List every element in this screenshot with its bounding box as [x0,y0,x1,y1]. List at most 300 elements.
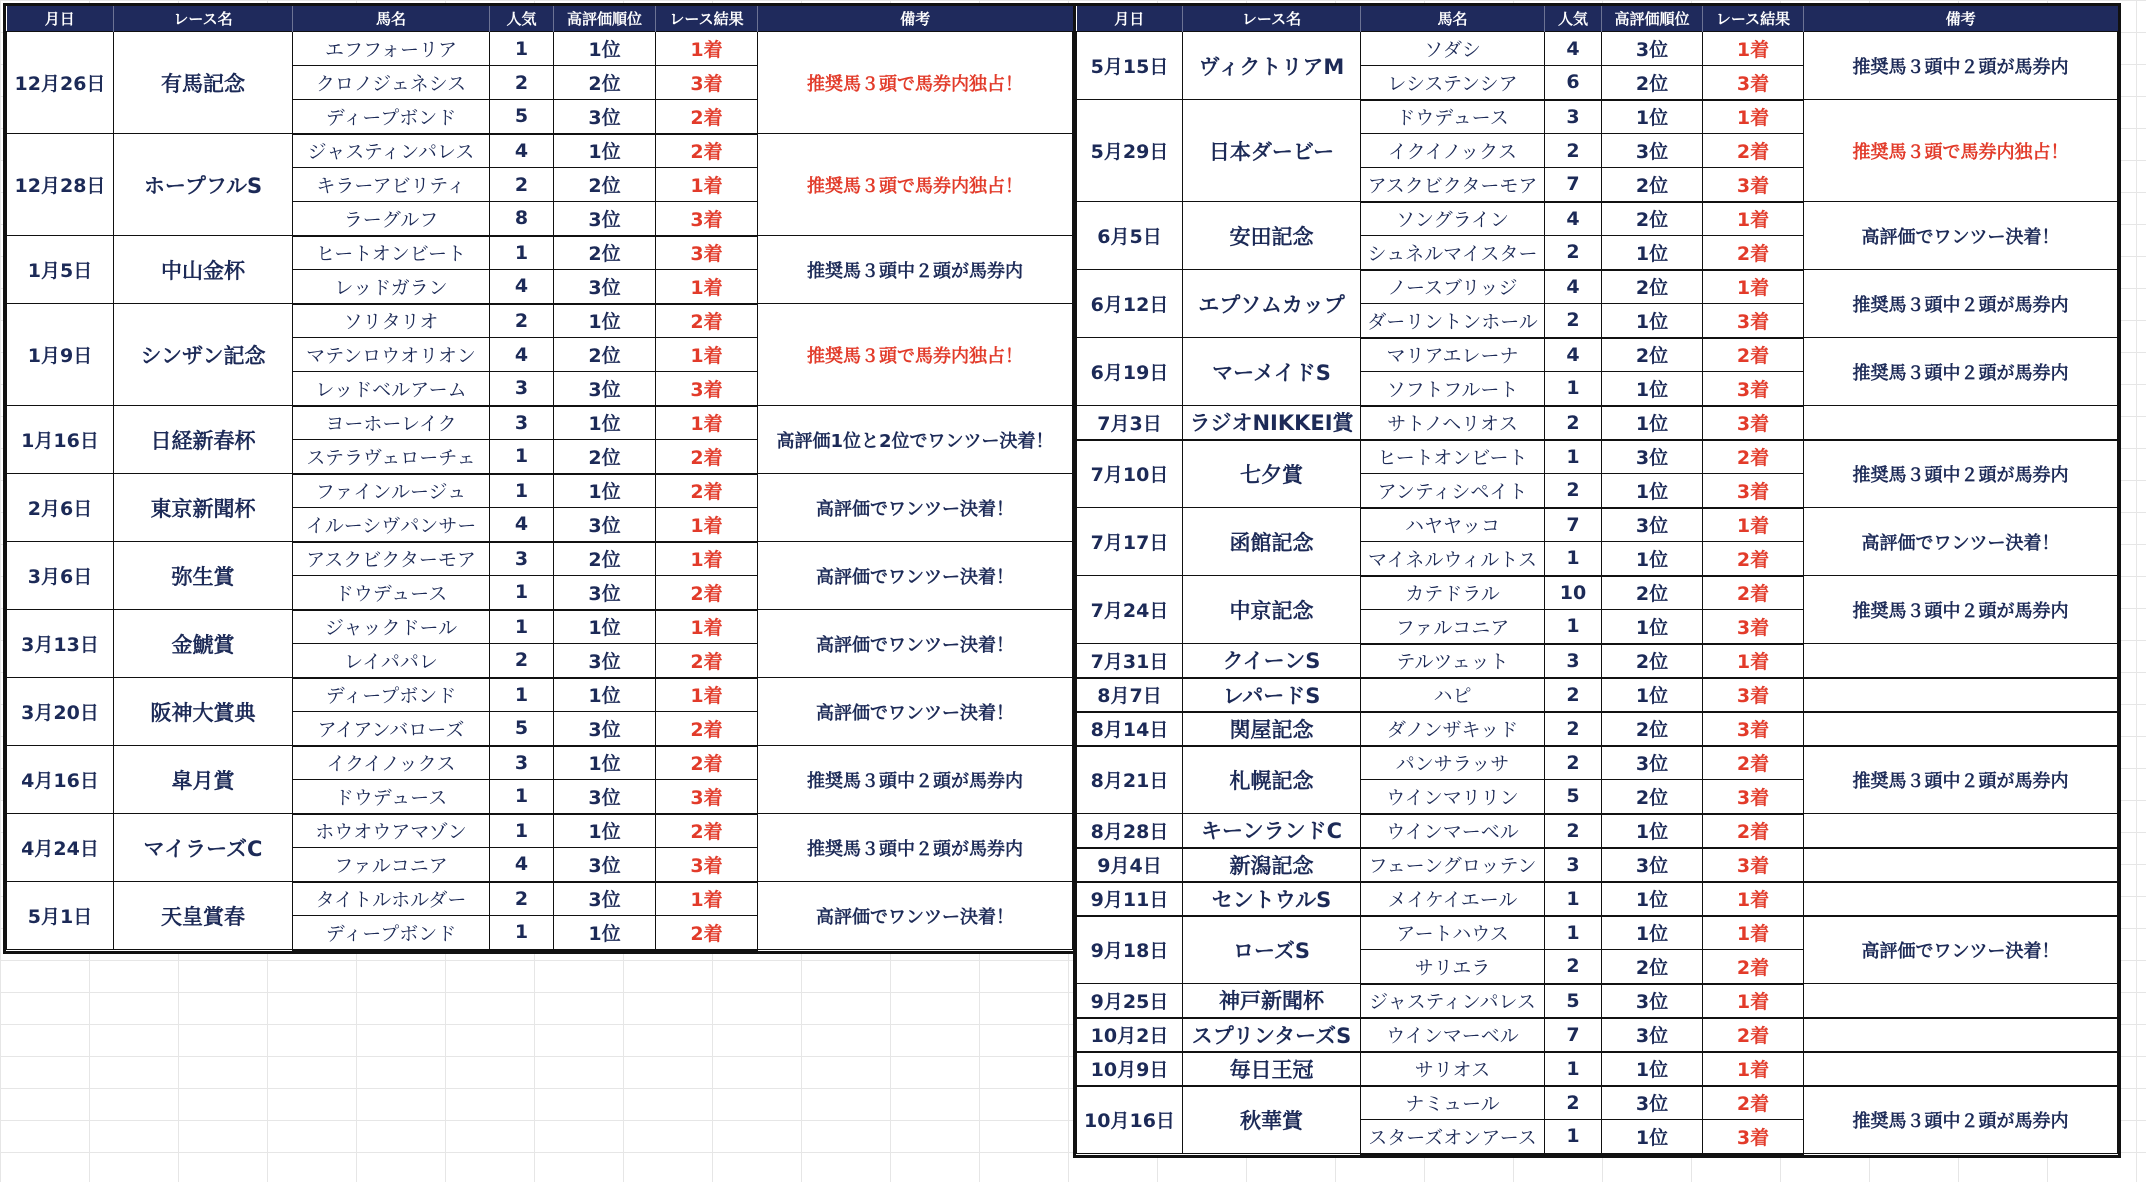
note-cell: 推奨馬３頭中２頭が馬券内 [1804,32,2118,100]
col-header-result: レース結果 [656,6,758,32]
horse-name-cell: タイトルホルダー [293,882,490,916]
horse-name-cell: マリアエレーナ [1361,338,1545,372]
race-date-cell: 4月24日 [7,814,114,882]
popularity-cell: 1 [1545,882,1602,916]
popularity-cell: 2 [490,168,554,202]
race-date-cell: 7月10日 [1077,440,1183,508]
result-cell: 3着 [1703,304,1804,338]
table-row [1077,746,2118,780]
race-date-cell: 9月18日 [1077,916,1183,984]
popularity-cell: 1 [1545,1120,1602,1154]
result-cell: 3着 [1703,780,1804,814]
rank-cell: 2位 [1602,66,1703,100]
note-cell: 高評価でワンツー決着！ [1804,916,2118,984]
result-cell: 2着 [1703,542,1804,576]
left-results-table [6,6,1073,951]
rank-cell: 3位 [554,780,656,814]
popularity-cell: 2 [1545,814,1602,848]
result-cell: 1着 [1703,916,1804,950]
note-cell: 高評価1位と2位でワンツー決着！ [758,406,1073,474]
horse-name-cell: ドウデュース [1361,100,1545,134]
result-cell: 1着 [656,678,758,712]
horse-name-cell: ハヤヤッコ [1361,508,1545,542]
result-cell: 1着 [1703,644,1804,678]
popularity-cell: 2 [1545,406,1602,440]
note-cell: 推奨馬３頭中２頭が馬券内 [1804,576,2118,644]
race-name-cell: 神戸新聞杯 [1183,984,1361,1018]
horse-name-cell: ラーグルフ [293,202,490,236]
table-row [1077,848,2118,882]
table-row [7,32,1073,66]
popularity-cell: 1 [490,814,554,848]
result-cell: 1着 [1703,202,1804,236]
popularity-cell: 2 [490,882,554,916]
horse-name-cell: ダーリントンホール [1361,304,1545,338]
note-cell: 推奨馬３頭で馬券内独占！ [758,32,1073,134]
race-date-cell: 10月2日 [1077,1018,1183,1052]
popularity-cell: 1 [1545,440,1602,474]
race-date-cell: 1月5日 [7,236,114,304]
rank-cell: 2位 [1602,338,1703,372]
rank-cell: 2位 [554,168,656,202]
horse-name-cell: シュネルマイスター [1361,236,1545,270]
table-row [7,610,1073,644]
race-date-cell: 12月28日 [7,134,114,236]
horse-name-cell: テルツェット [1361,644,1545,678]
race-name-cell: マーメイドS [1183,338,1361,406]
result-cell: 3着 [1703,1120,1804,1154]
race-name-cell: 毎日王冠 [1183,1052,1361,1086]
popularity-cell: 4 [490,134,554,168]
horse-name-cell: ソダシ [1361,32,1545,66]
horse-name-cell: イクイノックス [293,746,490,780]
race-date-cell: 9月25日 [1077,984,1183,1018]
horse-name-cell: ドウデュース [293,576,490,610]
horse-name-cell: ホウオウアマゾン [293,814,490,848]
race-date-cell: 8月7日 [1077,678,1183,712]
horse-name-cell: マイネルウィルトス [1361,542,1545,576]
horse-name-cell: ジャスティンパレス [293,134,490,168]
table-row [1077,1086,2118,1120]
horse-name-cell: ヨーホーレイク [293,406,490,440]
rank-cell: 2位 [1602,780,1703,814]
result-cell: 1着 [1703,32,1804,66]
rank-cell: 1位 [1602,304,1703,338]
race-date-cell: 5月15日 [1077,32,1183,100]
rank-cell: 1位 [554,406,656,440]
horse-name-cell: ファインルージュ [293,474,490,508]
note-cell: 高評価でワンツー決着！ [1804,508,2118,576]
race-date-cell: 7月17日 [1077,508,1183,576]
rank-cell: 1位 [554,32,656,66]
race-date-cell: 10月16日 [1077,1086,1183,1154]
rank-cell: 1位 [1602,678,1703,712]
horse-name-cell: ハピ [1361,678,1545,712]
popularity-cell: 2 [1545,712,1602,746]
note-cell: 推奨馬３頭中２頭が馬券内 [758,236,1073,304]
table-row [1077,406,2118,440]
rank-cell: 1位 [554,134,656,168]
popularity-cell: 2 [1545,236,1602,270]
horse-name-cell: パンサラッサ [1361,746,1545,780]
result-cell: 2着 [656,746,758,780]
rank-cell: 1位 [554,678,656,712]
race-name-cell: 弥生賞 [114,542,293,610]
popularity-cell: 1 [490,678,554,712]
left-results-table-panel [3,3,1076,954]
horse-name-cell: アートハウス [1361,916,1545,950]
result-cell: 2着 [1703,236,1804,270]
rank-cell: 3位 [1602,848,1703,882]
col-header-date: 月日 [1077,6,1183,32]
rank-cell: 1位 [554,304,656,338]
result-cell: 2着 [1703,746,1804,780]
result-cell: 3着 [1703,848,1804,882]
result-cell: 2着 [656,576,758,610]
rank-cell: 3位 [554,508,656,542]
result-cell: 2着 [1703,814,1804,848]
race-date-cell: 6月5日 [1077,202,1183,270]
table-row [1077,100,2118,134]
result-cell: 3着 [1703,474,1804,508]
note-cell [1804,848,2118,882]
note-cell: 推奨馬３頭中２頭が馬券内 [1804,338,2118,406]
popularity-cell: 3 [490,542,554,576]
rank-cell: 2位 [1602,950,1703,984]
race-name-cell: エプソムカップ [1183,270,1361,338]
race-name-cell: 日経新春杯 [114,406,293,474]
note-cell [1804,1052,2118,1086]
race-date-cell: 9月4日 [1077,848,1183,882]
horse-name-cell: レイパパレ [293,644,490,678]
rank-cell: 1位 [554,916,656,950]
rank-cell: 3位 [554,576,656,610]
rank-cell: 1位 [1602,814,1703,848]
table-row [1077,814,2118,848]
rank-cell: 2位 [554,440,656,474]
race-name-cell: 関屋記念 [1183,712,1361,746]
rank-cell: 3位 [1602,746,1703,780]
rank-cell: 3位 [1602,440,1703,474]
table-row [7,678,1073,712]
result-cell: 2着 [1703,338,1804,372]
result-cell: 2着 [656,712,758,746]
table-row [7,236,1073,270]
horse-name-cell: クロノジェネシス [293,66,490,100]
table-row [7,406,1073,440]
note-cell: 高評価でワンツー決着！ [758,882,1073,950]
horse-name-cell: ステラヴェローチェ [293,440,490,474]
result-cell: 3着 [656,66,758,100]
rank-cell: 3位 [554,712,656,746]
result-cell: 2着 [656,304,758,338]
race-name-cell: ラジオNIKKEI賞 [1183,406,1361,440]
popularity-cell: 5 [1545,984,1602,1018]
table-row [7,542,1073,576]
rank-cell: 1位 [1602,1052,1703,1086]
col-header-horse: 馬名 [293,6,490,32]
popularity-cell: 1 [1545,916,1602,950]
rank-cell: 1位 [1602,372,1703,406]
race-name-cell: 天皇賞春 [114,882,293,950]
rank-cell: 3位 [554,270,656,304]
horse-name-cell: ノースブリッジ [1361,270,1545,304]
race-date-cell: 3月13日 [7,610,114,678]
result-cell: 3着 [1703,712,1804,746]
race-date-cell: 3月20日 [7,678,114,746]
rank-cell: 3位 [1602,32,1703,66]
table-row [1077,1018,2118,1052]
note-cell: 推奨馬３頭中２頭が馬券内 [758,746,1073,814]
popularity-cell: 1 [490,236,554,270]
table-row [1077,440,2118,474]
popularity-cell: 4 [490,338,554,372]
note-cell: 高評価でワンツー決着！ [758,542,1073,610]
result-cell: 2着 [656,916,758,950]
race-date-cell: 8月14日 [1077,712,1183,746]
rank-cell: 3位 [1602,1018,1703,1052]
rank-cell: 1位 [554,746,656,780]
popularity-cell: 3 [1545,100,1602,134]
horse-name-cell: ジャスティンパレス [1361,984,1545,1018]
result-cell: 3着 [656,236,758,270]
race-date-cell: 10月9日 [1077,1052,1183,1086]
popularity-cell: 5 [490,712,554,746]
rank-cell: 2位 [1602,712,1703,746]
popularity-cell: 2 [1545,950,1602,984]
note-cell: 推奨馬３頭で馬券内独占！ [1804,100,2118,202]
popularity-cell: 2 [1545,1086,1602,1120]
horse-name-cell: サリエラ [1361,950,1545,984]
col-header-popularity: 人気 [1545,6,1602,32]
note-cell: 高評価でワンツー決着！ [758,474,1073,542]
horse-name-cell: スターズオンアース [1361,1120,1545,1154]
popularity-cell: 4 [490,508,554,542]
table-row [1077,338,2118,372]
result-cell: 1着 [656,270,758,304]
table-row [7,882,1073,916]
popularity-cell: 7 [1545,1018,1602,1052]
result-cell: 2着 [656,644,758,678]
race-name-cell: 七夕賞 [1183,440,1361,508]
result-cell: 3着 [656,848,758,882]
right-results-table-panel [1073,3,2121,1158]
rank-cell: 2位 [554,236,656,270]
result-cell: 1着 [656,32,758,66]
horse-name-cell: イクイノックス [1361,134,1545,168]
horse-name-cell: ソングライン [1361,202,1545,236]
result-cell: 2着 [1703,134,1804,168]
popularity-cell: 3 [490,372,554,406]
header-row [1077,6,2118,32]
result-cell: 3着 [1703,168,1804,202]
table-row [1077,202,2118,236]
result-cell: 2着 [656,474,758,508]
result-cell: 3着 [1703,406,1804,440]
popularity-cell: 3 [1545,848,1602,882]
col-header-popularity: 人気 [490,6,554,32]
horse-name-cell: エフフォーリア [293,32,490,66]
note-cell: 推奨馬３頭中２頭が馬券内 [758,814,1073,882]
popularity-cell: 3 [1545,644,1602,678]
note-cell [1804,678,2118,712]
horse-name-cell: ウインマリリン [1361,780,1545,814]
result-cell: 1着 [656,610,758,644]
table-row [7,304,1073,338]
horse-name-cell: サリオス [1361,1052,1545,1086]
rank-cell: 1位 [1602,610,1703,644]
race-date-cell: 6月12日 [1077,270,1183,338]
horse-name-cell: ヒートオンビート [1361,440,1545,474]
horse-name-cell: カテドラル [1361,576,1545,610]
rank-cell: 2位 [1602,168,1703,202]
race-name-cell: 函館記念 [1183,508,1361,576]
rank-cell: 3位 [554,848,656,882]
race-date-cell: 8月21日 [1077,746,1183,814]
rank-cell: 1位 [554,814,656,848]
rank-cell: 3位 [1602,984,1703,1018]
popularity-cell: 1 [1545,610,1602,644]
popularity-cell: 3 [490,406,554,440]
popularity-cell: 3 [490,746,554,780]
horse-name-cell: ディープボンド [293,100,490,134]
horse-name-cell: アイアンバローズ [293,712,490,746]
popularity-cell: 6 [1545,66,1602,100]
rank-cell: 3位 [554,372,656,406]
result-cell: 1着 [656,542,758,576]
col-header-race: レース名 [114,6,293,32]
popularity-cell: 1 [1545,542,1602,576]
race-name-cell: スプリンターズS [1183,1018,1361,1052]
race-date-cell: 2月6日 [7,474,114,542]
rank-cell: 3位 [1602,1086,1703,1120]
header-row [7,6,1073,32]
rank-cell: 2位 [554,542,656,576]
col-header-date: 月日 [7,6,114,32]
col-header-note: 備考 [758,6,1073,32]
popularity-cell: 5 [490,100,554,134]
horse-name-cell: ウインマーベル [1361,1018,1545,1052]
table-row [1077,678,2118,712]
race-name-cell: レパードS [1183,678,1361,712]
result-cell: 3着 [656,780,758,814]
table-row [7,474,1073,508]
result-cell: 1着 [656,338,758,372]
result-cell: 1着 [656,882,758,916]
result-cell: 3着 [656,202,758,236]
col-header-horse: 馬名 [1361,6,1545,32]
rank-cell: 1位 [1602,882,1703,916]
popularity-cell: 8 [490,202,554,236]
rank-cell: 3位 [1602,508,1703,542]
popularity-cell: 1 [490,32,554,66]
horse-name-cell: アスクビクターモア [1361,168,1545,202]
table-row [1077,1052,2118,1086]
race-name-cell: 東京新聞杯 [114,474,293,542]
popularity-cell: 1 [490,916,554,950]
rank-cell: 2位 [1602,644,1703,678]
rank-cell: 3位 [554,644,656,678]
result-cell: 3着 [656,372,758,406]
result-cell: 2着 [656,440,758,474]
table-row [7,814,1073,848]
popularity-cell: 1 [490,780,554,814]
popularity-cell: 1 [490,610,554,644]
race-name-cell: 札幌記念 [1183,746,1361,814]
rank-cell: 3位 [554,202,656,236]
popularity-cell: 4 [1545,32,1602,66]
race-date-cell: 1月16日 [7,406,114,474]
horse-name-cell: ソフトフルート [1361,372,1545,406]
rank-cell: 2位 [554,66,656,100]
race-name-cell: キーンランドC [1183,814,1361,848]
rank-cell: 1位 [1602,916,1703,950]
race-date-cell: 5月1日 [7,882,114,950]
table-row [1077,32,2118,66]
race-date-cell: 4月16日 [7,746,114,814]
race-name-cell: シンザン記念 [114,304,293,406]
popularity-cell: 1 [1545,1052,1602,1086]
race-date-cell: 9月11日 [1077,882,1183,916]
race-date-cell: 7月24日 [1077,576,1183,644]
rank-cell: 3位 [1602,134,1703,168]
horse-name-cell: ヒートオンビート [293,236,490,270]
note-cell [1804,882,2118,916]
horse-name-cell: ジャックドール [293,610,490,644]
table-row [1077,644,2118,678]
note-cell [1804,712,2118,746]
popularity-cell: 2 [1545,134,1602,168]
result-cell: 1着 [656,168,758,202]
horse-name-cell: ダノンザキッド [1361,712,1545,746]
race-name-cell: 新潟記念 [1183,848,1361,882]
race-name-cell: 有馬記念 [114,32,293,134]
result-cell: 2着 [1703,576,1804,610]
popularity-cell: 1 [490,576,554,610]
race-date-cell: 5月29日 [1077,100,1183,202]
rank-cell: 1位 [554,474,656,508]
race-name-cell: 中京記念 [1183,576,1361,644]
note-cell: 推奨馬３頭中２頭が馬券内 [1804,1086,2118,1154]
rank-cell: 3位 [554,100,656,134]
race-date-cell: 8月28日 [1077,814,1183,848]
horse-name-cell: マテンロウオリオン [293,338,490,372]
race-name-cell: ホープフルS [114,134,293,236]
race-date-cell: 7月3日 [1077,406,1183,440]
result-cell: 3着 [1703,610,1804,644]
horse-name-cell: キラーアビリティ [293,168,490,202]
popularity-cell: 7 [1545,168,1602,202]
race-name-cell: 金鯱賞 [114,610,293,678]
table-row [1077,576,2118,610]
horse-name-cell: レッドガラン [293,270,490,304]
table-row [1077,712,2118,746]
race-date-cell: 6月19日 [1077,338,1183,406]
note-cell [1804,406,2118,440]
race-date-cell: 1月9日 [7,304,114,406]
note-cell: 高評価でワンツー決着！ [1804,202,2118,270]
race-date-cell: 3月6日 [7,542,114,610]
table-row [1077,882,2118,916]
rank-cell: 2位 [1602,576,1703,610]
result-cell: 1着 [656,406,758,440]
horse-name-cell: ディープボンド [293,678,490,712]
result-cell: 2着 [1703,1086,1804,1120]
result-cell: 1着 [1703,882,1804,916]
race-name-cell: クイーンS [1183,644,1361,678]
rank-cell: 3位 [554,882,656,916]
rank-cell: 2位 [554,338,656,372]
